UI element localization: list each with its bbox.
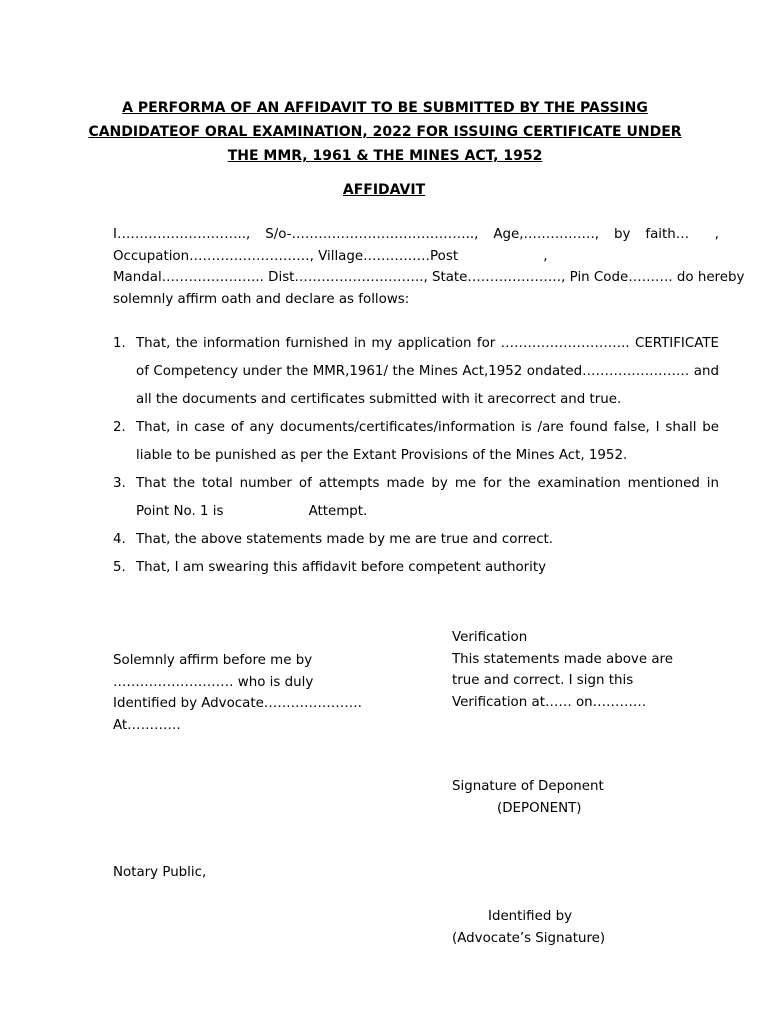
title-line-1: A PERFORMA OF AN AFFIDAVIT TO BE SUBMITTED BY THE PASSING	[122, 100, 648, 116]
title-line-3: THE MMR, 1961 & THE MINES ACT, 1952	[227, 148, 543, 164]
title-line-2: CANDIDATEOF ORAL EXAMINATION, 2022 FOR ISSUING CERTIFICATE UNDER	[88, 124, 682, 140]
verification-title: Verification	[452, 630, 528, 645]
intro-line-1	[113, 224, 719, 246]
affirm-line-3: Identified by Advocate………………….	[113, 696, 362, 712]
faith-field: faith… ,	[645, 227, 719, 242]
affidavit-heading: AFFIDAVIT	[342, 182, 426, 198]
list-item	[113, 554, 719, 582]
verification-line-1: This statements made above are	[452, 651, 674, 667]
list-item	[113, 330, 719, 414]
intro-line-4: solemnly affirm oath and declare as follows:	[113, 291, 410, 307]
affirm-line-4: At…………	[113, 717, 181, 733]
intro-line-2: Occupation………………………, Village……………Post ,	[113, 248, 548, 264]
affirm-line-2: ……………………… who is duly	[113, 674, 314, 690]
point-number: 3.	[113, 476, 126, 491]
son-of-field: S/o-…………………………………..,	[265, 227, 479, 242]
point-text: That the total number of attempts made by me for the examination mentioned in Point No. 1 is Attempt.	[136, 476, 724, 519]
age-field: Age,…………….,	[493, 227, 599, 242]
advocate-signature-label: (Advocate’s Signature)	[452, 931, 606, 946]
point-text: That, I am swearing this affidavit before competent authority	[136, 560, 547, 575]
list-item	[113, 414, 719, 470]
verification-line-3: Verification at…… on…………	[452, 694, 647, 710]
document-title	[60, 96, 710, 168]
point-number: 4.	[113, 532, 126, 547]
declaration-list	[113, 330, 724, 582]
affirmation-block	[113, 650, 362, 736]
point-text: That, the above statements made by me are true and correct.	[136, 532, 554, 547]
deponent-signature-block	[452, 776, 604, 820]
affirm-line-1: Solemnly affirm before me by	[113, 653, 313, 668]
verification-block	[452, 627, 673, 713]
list-item	[113, 526, 719, 554]
intro-line-3: Mandal………………….. Dist……………………….., State…………………, Pin Code………. do hereby	[113, 270, 745, 286]
intro-paragraph	[113, 224, 745, 310]
advocate-signature-block	[452, 906, 605, 950]
notary-label: Notary Public,	[113, 865, 207, 880]
identified-by-label: Identified by	[488, 909, 572, 924]
point-number: 1.	[113, 336, 126, 351]
point-number: 5.	[113, 560, 126, 575]
name-field: I………………………..,	[113, 227, 251, 242]
verification-line-2: true and correct. I sign this	[452, 673, 634, 689]
point-text: That, in case of any documents/certificates/information is /are found false, I shall be liable to be punished as per the Extant Provisions of the Mines Act, 1952.	[136, 420, 719, 463]
by-text: by	[613, 227, 631, 242]
list-item	[113, 470, 724, 526]
deponent-label: (DEPONENT)	[497, 801, 582, 816]
signature-label: Signature of Deponent	[452, 779, 604, 794]
point-number: 2.	[113, 420, 126, 435]
point-text: That, the information furnished in my application for ……………………….. CERTIFICATE of Competency under the MMR,1961/ the Mines Act,1952 ondated…………………… and all the documents and certificates submitted with it arecorrect and true.	[136, 336, 719, 407]
